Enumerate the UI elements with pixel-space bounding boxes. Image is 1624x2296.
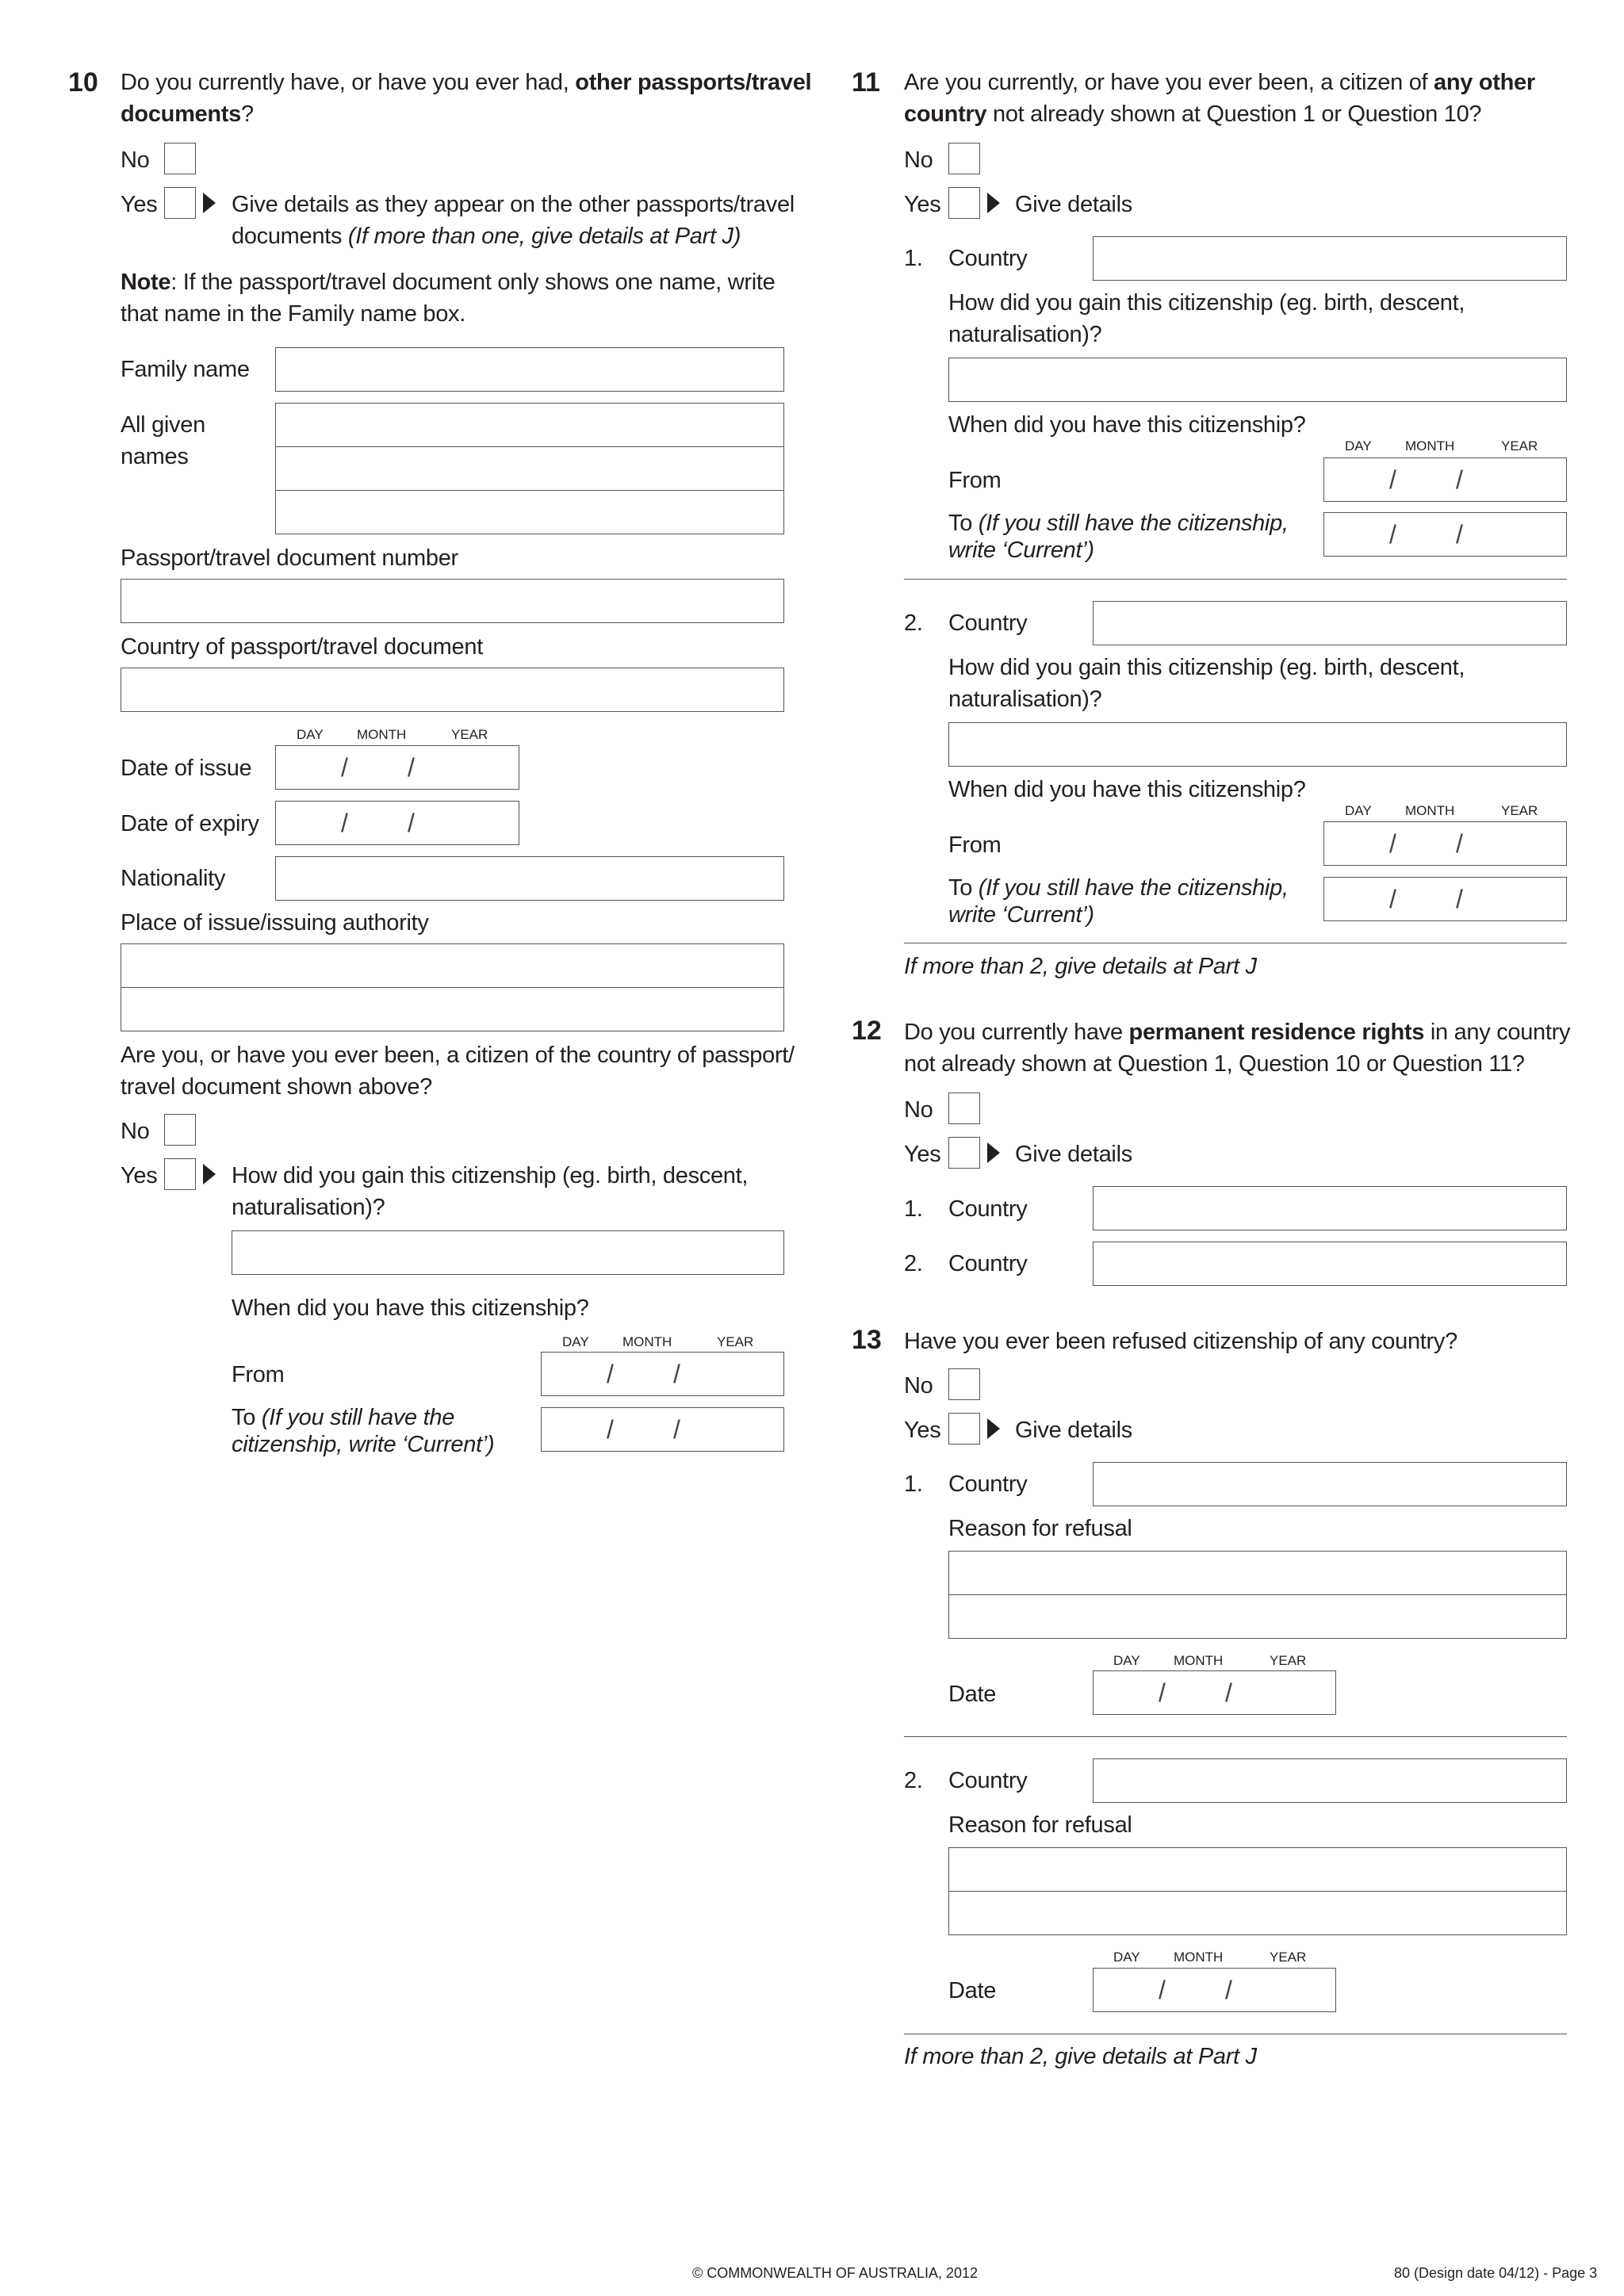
q10-citizen-yes-checkbox[interactable] (164, 1158, 196, 1190)
q12-no-checkbox[interactable] (948, 1093, 980, 1124)
year-label: YEAR (717, 1334, 754, 1349)
q11-entry-2-how-gain-field[interactable] (948, 722, 1567, 767)
q11-entry-2-country-field[interactable] (1093, 601, 1567, 645)
day-label: DAY (1113, 1653, 1140, 1668)
q11-entry-2-when-label: When did you have this citizenship? (948, 777, 1306, 802)
given-names-field-1[interactable] (275, 403, 784, 448)
q10-yes-label: Yes (121, 192, 158, 217)
q13-more-than-2-note: If more than 2, give details at Part J (904, 2044, 1257, 2069)
q10-to-label-line2: citizenship, write ‘Current’) (232, 1432, 495, 1457)
date-separator: / (1389, 829, 1396, 858)
q13-entry-1-reason-label: Reason for refusal (948, 1516, 1132, 1541)
q13-entry-1-date-label: Date (948, 1682, 997, 1707)
q10-citizen-no-checkbox[interactable] (164, 1114, 196, 1146)
date-separator: / (607, 1360, 614, 1388)
passport-number-label: Passport/travel document number (121, 545, 458, 571)
day-label: DAY (1113, 1950, 1140, 1965)
date-separator: / (1225, 1678, 1232, 1707)
question-13-text: Have you ever been refused citizenship of any country? (904, 1329, 1457, 1354)
question-11-number: 11 (852, 67, 880, 98)
date-separator: / (607, 1415, 614, 1444)
q12-entry-2-country-label: Country (948, 1251, 1028, 1276)
q11-entry-1-country-label: Country (948, 246, 1028, 271)
q11-entry-2-number: 2. (904, 610, 923, 636)
q11-entry-1-how-gain-line1: How did you gain this citizenship (eg. birth, descent, (948, 290, 1465, 316)
q11-entry-1-how-gain-field[interactable] (948, 358, 1567, 402)
q11-yes-label: Yes (904, 192, 941, 217)
passport-number-field[interactable] (121, 579, 784, 623)
date-separator: / (408, 809, 415, 837)
q11-entry-1-from-date-field[interactable] (1323, 457, 1567, 502)
month-label: MONTH (622, 1334, 672, 1349)
family-name-field[interactable] (275, 347, 784, 392)
q13-entry-2-number: 2. (904, 1768, 923, 1793)
arrow-right-icon (987, 193, 1000, 213)
year-label: YEAR (1501, 438, 1538, 453)
date-separator: / (341, 809, 348, 837)
date-of-expiry-field[interactable] (275, 801, 519, 845)
q10-no-checkbox[interactable] (164, 143, 196, 174)
q13-give-details: Give details (1015, 1418, 1132, 1443)
date-separator: / (341, 753, 348, 782)
q10-citizen-question-line1: Are you, or have you ever been, a citizen of the country of passport/ (121, 1043, 795, 1068)
date-separator: / (1159, 1678, 1166, 1707)
q12-no-label: No (904, 1097, 933, 1123)
q10-how-gain-field[interactable] (232, 1230, 784, 1275)
q10-how-gain-line2: naturalisation)? (232, 1195, 385, 1220)
date-separator: / (1456, 829, 1463, 858)
question-11-text-line2: country not already shown at Question 1 or Question 10? (904, 101, 1482, 127)
q10-citizen-yes-label: Yes (121, 1163, 158, 1188)
arrow-right-icon (987, 1142, 1000, 1163)
footer-copyright: © COMMONWEALTH OF AUSTRALIA, 2012 (692, 2265, 978, 2281)
q12-entry-1-number: 1. (904, 1196, 923, 1222)
q10-citizen-question-line2: travel document shown above? (121, 1074, 433, 1100)
month-label: MONTH (357, 727, 407, 742)
q10-note-line1: Note: If the passport/travel document only shows one name, write (121, 270, 776, 295)
q11-yes-checkbox[interactable] (948, 187, 980, 219)
q11-entry-2-from-label: From (948, 832, 1002, 858)
day-label: DAY (1345, 438, 1372, 453)
q10-when-label: When did you have this citizenship? (232, 1295, 589, 1321)
arrow-right-icon (987, 1418, 1000, 1439)
question-12-text-line1: Do you currently have permanent residence rights in any country (904, 1020, 1571, 1045)
q13-no-checkbox[interactable] (948, 1368, 980, 1400)
divider (904, 579, 1567, 580)
q13-entry-2-country-label: Country (948, 1768, 1028, 1793)
passport-country-field[interactable] (121, 668, 784, 712)
q13-entry-1-country-label: Country (948, 1471, 1028, 1497)
q13-entry-2-date-label: Date (948, 1978, 997, 2003)
q11-entry-1-to-label-line1: To (If you still have the citizenship, (948, 511, 1289, 536)
q11-no-label: No (904, 147, 933, 173)
q12-yes-checkbox[interactable] (948, 1137, 980, 1169)
q11-entry-2-to-label-line1: To (If you still have the citizenship, (948, 875, 1289, 901)
q11-more-than-2-note: If more than 2, give details at Part J (904, 954, 1257, 979)
q10-no-label: No (121, 147, 150, 173)
question-10-number: 10 (68, 67, 98, 98)
q11-entry-2-to-label-line2: write ‘Current’) (948, 902, 1094, 928)
date-separator: / (1456, 885, 1463, 913)
year-label: YEAR (1501, 803, 1538, 818)
q11-entry-2-from-date-field[interactable] (1323, 821, 1567, 866)
year-label: YEAR (1270, 1653, 1307, 1668)
q13-entry-2-reason-label: Reason for refusal (948, 1812, 1132, 1838)
date-separator: / (1456, 520, 1463, 549)
q10-from-label: From (232, 1362, 285, 1387)
q13-entry-1-date-field[interactable] (1093, 1670, 1336, 1715)
q10-how-gain-line1: How did you gain this citizenship (eg. birth, descent, (232, 1163, 749, 1188)
q11-entry-1-country-field[interactable] (1093, 236, 1567, 281)
year-label: YEAR (1270, 1950, 1307, 1965)
q13-entry-1-country-field[interactable] (1093, 1462, 1567, 1506)
date-separator: / (1225, 1976, 1232, 2004)
q13-yes-label: Yes (904, 1418, 941, 1443)
q11-entry-1-from-label: From (948, 468, 1002, 493)
q12-entry-1-country-label: Country (948, 1196, 1028, 1222)
date-separator: / (673, 1415, 680, 1444)
family-name-label: Family name (121, 357, 250, 382)
q11-entry-2-how-gain-line1: How did you gain this citizenship (eg. birth, descent, (948, 655, 1465, 680)
q11-entry-1-to-label-line2: write ‘Current’) (948, 538, 1094, 563)
month-label: MONTH (1405, 803, 1455, 818)
q12-entry-2-country-field[interactable] (1093, 1242, 1567, 1286)
q11-no-checkbox[interactable] (948, 143, 980, 174)
q13-entry-1-number: 1. (904, 1471, 923, 1497)
divider (904, 1736, 1567, 1737)
month-label: MONTH (1405, 438, 1455, 453)
date-of-issue-field[interactable] (275, 745, 519, 790)
day-label: DAY (297, 727, 324, 742)
q13-entry-2-reason-field-2[interactable] (948, 1891, 1567, 1935)
place-of-issue-field-2[interactable] (121, 987, 784, 1031)
month-label: MONTH (1174, 1653, 1224, 1668)
date-separator: / (1159, 1976, 1166, 2004)
q10-give-details-line2: documents (If more than one, give details at Part J) (232, 224, 741, 249)
q11-give-details: Give details (1015, 192, 1132, 217)
question-12-number: 12 (852, 1016, 882, 1046)
q13-no-label: No (904, 1373, 933, 1399)
date-separator: / (1389, 885, 1396, 913)
q11-entry-2-to-date-field[interactable] (1323, 877, 1567, 921)
q11-entry-1-to-date-field[interactable] (1323, 512, 1567, 557)
nationality-field[interactable] (275, 856, 784, 901)
q11-entry-1-when-label: When did you have this citizenship? (948, 412, 1306, 438)
given-names-label-line2: names (121, 444, 189, 469)
passport-country-label: Country of passport/travel document (121, 634, 483, 660)
place-of-issue-label: Place of issue/issuing authority (121, 910, 429, 936)
q12-entry-2-number: 2. (904, 1251, 923, 1276)
given-names-label-line1: All given (121, 412, 205, 438)
q12-entry-1-country-field[interactable] (1093, 1186, 1567, 1230)
date-separator: / (1389, 520, 1396, 549)
q11-entry-2-country-label: Country (948, 610, 1028, 636)
q13-entry-1-reason-field-1[interactable] (948, 1551, 1567, 1596)
q13-entry-2-date-field[interactable] (1093, 1968, 1336, 2012)
date-of-issue-label: Date of issue (121, 756, 252, 781)
year-label: YEAR (451, 727, 488, 742)
q10-from-date-field[interactable] (541, 1352, 784, 1396)
q10-give-details-line1: Give details as they appear on the other passports/travel (232, 192, 795, 217)
day-label: DAY (562, 1334, 589, 1349)
q13-yes-checkbox[interactable] (948, 1413, 980, 1445)
q10-to-label-line1: To (If you still have the (232, 1405, 455, 1430)
arrow-right-icon (203, 193, 216, 213)
q13-entry-1-reason-field-2[interactable] (948, 1594, 1567, 1639)
q11-entry-1-how-gain-line2: naturalisation)? (948, 322, 1102, 347)
date-separator: / (1456, 465, 1463, 494)
day-label: DAY (1345, 803, 1372, 818)
q13-entry-2-reason-field-1[interactable] (948, 1847, 1567, 1892)
date-separator: / (673, 1360, 680, 1388)
given-names-field-3[interactable] (275, 490, 784, 534)
question-10-text-line2: documents? (121, 101, 254, 127)
given-names-field-2[interactable] (275, 446, 784, 492)
month-label: MONTH (1174, 1950, 1224, 1965)
q10-citizen-no-label: No (121, 1119, 150, 1144)
question-13-number: 13 (852, 1325, 882, 1355)
q12-give-details: Give details (1015, 1142, 1132, 1167)
q10-note-line2: that name in the Family name box. (121, 301, 465, 327)
q11-entry-1-number: 1. (904, 246, 923, 271)
date-separator: / (408, 753, 415, 782)
arrow-right-icon (203, 1164, 216, 1184)
question-10-text-line1: Do you currently have, or have you ever had, other passports/travel (121, 70, 812, 95)
question-12-text-line2: not already shown at Question 1, Question 10 or Question 11? (904, 1051, 1525, 1077)
question-11-text-line1: Are you currently, or have you ever been, a citizen of any other (904, 70, 1535, 95)
q11-entry-2-how-gain-line2: naturalisation)? (948, 687, 1102, 712)
q10-to-date-field[interactable] (541, 1407, 784, 1452)
date-of-expiry-label: Date of expiry (121, 811, 259, 836)
footer-page-reference: 80 (Design date 04/12) - Page 3 (1394, 2265, 1598, 2281)
q12-yes-label: Yes (904, 1142, 941, 1167)
q10-yes-checkbox[interactable] (164, 187, 196, 219)
q13-entry-2-country-field[interactable] (1093, 1758, 1567, 1803)
nationality-label: Nationality (121, 866, 226, 891)
date-separator: / (1389, 465, 1396, 494)
place-of-issue-field-1[interactable] (121, 943, 784, 989)
